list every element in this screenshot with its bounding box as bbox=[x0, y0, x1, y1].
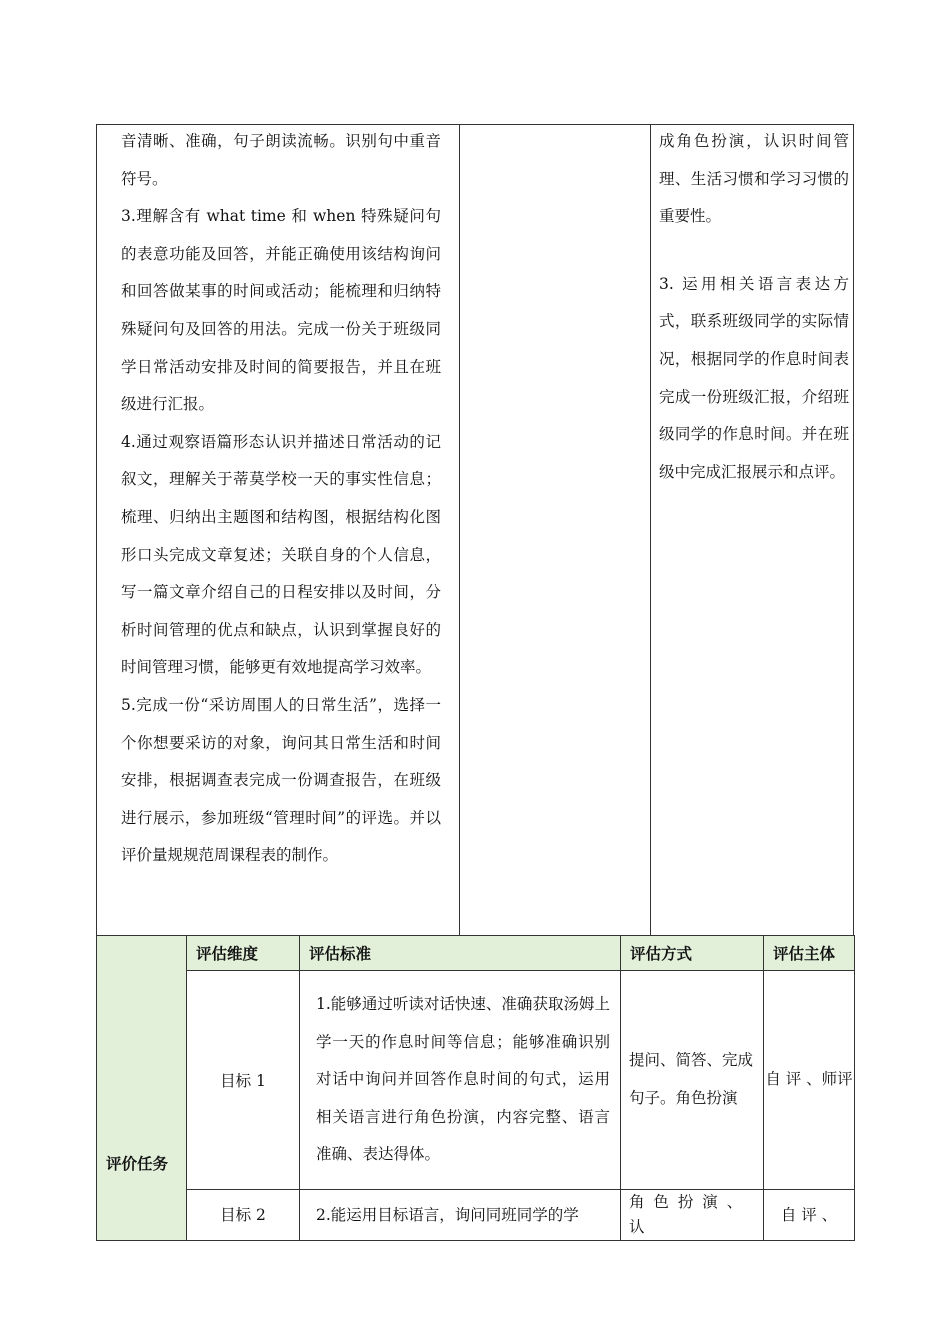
table-row bbox=[97, 971, 855, 1190]
objectives-table bbox=[96, 124, 854, 936]
evaluation-table-wrapper bbox=[96, 935, 854, 1236]
section-label: 评价任务 bbox=[97, 936, 187, 1241]
method-cell: 提问、简答、完成句子。角色扮演 bbox=[621, 971, 764, 1190]
objective-paragraph: 音清晰、准确，句子朗读流畅。识别句中重音符号。 bbox=[121, 132, 441, 188]
subject-cell: 自 评 、师评 bbox=[764, 971, 855, 1190]
evaluation-table bbox=[96, 935, 855, 1241]
objectives-cell bbox=[121, 123, 441, 875]
activity-paragraph: 成角色扮演，认识时间管理、生活习惯和学习习惯的重要性。 bbox=[659, 132, 849, 226]
standard-cell: 1.能够通过听读对话快速、准确获取汤姆上学一天的作息时间等信息；能够准确识别对话中询问并回答作息时间的句式，运用相关语言进行角色扮演，内容完整、语言准确、表达得体。 bbox=[300, 971, 621, 1190]
header-subject: 评估主体 bbox=[764, 936, 855, 971]
activity-paragraph: 3. 运用相关语言表达方式，联系班级同学的实际情况，根据同学的作息时间表完成一份班级汇报，介绍班级同学的作息时间。并在班级中完成汇报展示和点评。 bbox=[659, 274, 849, 481]
goal-cell: 目标 1 bbox=[187, 971, 300, 1190]
objective-paragraph: 4.通过观察语篇形态认识并描述日常活动的记叙文，理解关于蒂莫学校一天的事实性信息；梳理、归纳出主题图和结构图，根据结构化图形口头完成文章复述；关联自身的个人信息，写一篇文章介绍自己的日程安排以及时间，分析时间管理的优点和缺点，认识到掌握良好的时间管理习惯，能够更有效地提高学习效率。 bbox=[121, 432, 441, 677]
objective-paragraph: 5.完成一份“采访周围人的日常生活”，选择一个你想要采访的对象，询问其日常生活和时间安排，根据调查表完成一份调查报告，在班级进行展示，参加班级“管理时间”的评选。并以评价量规规范周课程表的制作。 bbox=[121, 695, 441, 865]
table-row bbox=[97, 1190, 855, 1241]
header-dimension: 评估维度 bbox=[187, 936, 300, 971]
subject-cell: 自 评 、 bbox=[764, 1190, 855, 1241]
table-header-row bbox=[97, 936, 855, 971]
column-divider bbox=[459, 125, 460, 936]
objective-paragraph: 3.理解含有 what time 和 when 特殊疑问句的表意功能及回答，并能正确使用该结构询问和回答做某事的时间或活动；能梳理和归纳特殊疑问句及回答的用法。完成一份关于班级同学日常活动安排及时间的简要报告，并且在班级进行汇报。 bbox=[121, 207, 441, 414]
header-standard: 评估标准 bbox=[300, 936, 621, 971]
column-divider bbox=[650, 125, 651, 936]
header-method: 评估方式 bbox=[621, 936, 764, 971]
standard-cell: 2.能运用目标语言，询问同班同学的学 bbox=[300, 1190, 621, 1241]
method-cell: 角 色 扮 演 、 认 bbox=[621, 1190, 764, 1241]
goal-cell: 目标 2 bbox=[187, 1190, 300, 1241]
activity-cell bbox=[659, 123, 849, 491]
